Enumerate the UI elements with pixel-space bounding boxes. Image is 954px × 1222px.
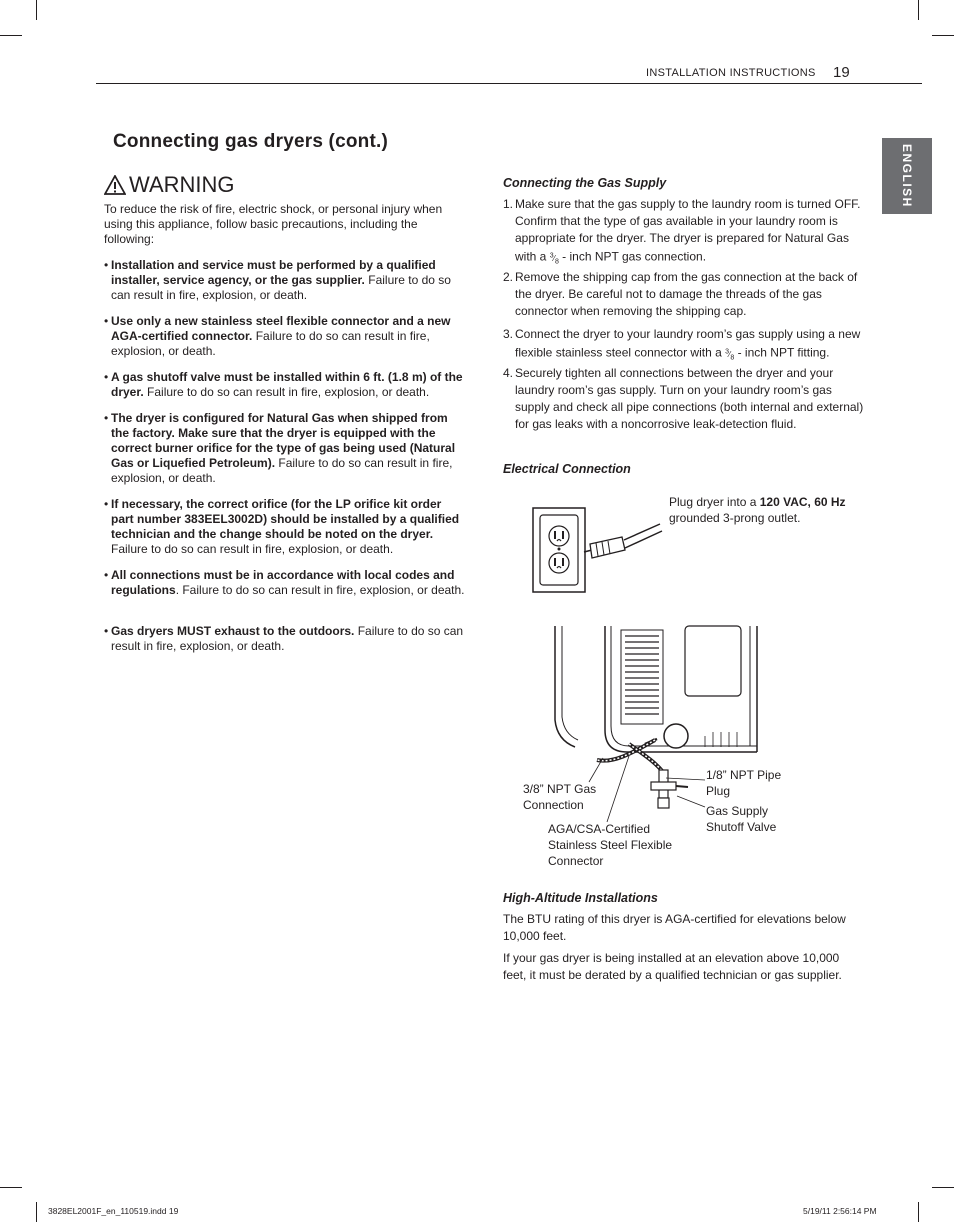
step-text: Securely tighten all connections between the dryer and your laundry room’s gas supply. Turn on your laundry room’s gas supply and check all pipe connections (both internal and external) for gas leaks with a noncorrosive leak-detection fluid.	[515, 366, 864, 431]
fraction-denominator: 8	[554, 258, 559, 266]
caption-text: Plug dryer into a	[669, 495, 760, 509]
warning-item-rest: Failure to do so can result in fire, explosion, or death.	[111, 329, 430, 358]
electrical-caption	[669, 494, 849, 526]
step-text: Connect the dryer to your laundry room’s gas supply using a new flexible stainless steel connector with a	[515, 327, 861, 360]
fraction-denominator: 8	[730, 354, 735, 362]
high-altitude-para1: The BTU rating of this dryer is AGA-certified for elevations below 10,000 feet.	[503, 912, 846, 943]
warning-heading	[104, 172, 235, 198]
crop-mark	[918, 0, 919, 20]
caption-text: grounded 3-prong outlet.	[669, 511, 801, 525]
electrical-heading: Electrical Connection	[503, 462, 631, 476]
warning-item-bold: Use only a new stainless steel flexible connector and a new AGA-certified connector.	[111, 314, 451, 343]
gas-supply-step	[503, 326, 865, 366]
language-tab-label: ENGLISH	[900, 144, 914, 208]
high-altitude-heading: High-Altitude Installations	[503, 891, 658, 905]
fraction-numerator: 3	[725, 348, 730, 355]
label-flex-connector: AGA/CSA-Certified Stainless Steel Flexible Connector	[548, 822, 673, 868]
step-number: 3.	[503, 327, 514, 341]
outlet-plug-illustration	[530, 500, 665, 595]
crop-mark	[932, 35, 954, 36]
footer-timestamp: 5/19/11 2:56:14 PM	[803, 1206, 877, 1216]
caption-bold: 120 VAC, 60 Hz	[759, 495, 846, 509]
warning-item: • Installation and service must be performed by a qualified installer, service agency, or the gas supplier. Failure to do so can result in fire, explosion, or death.	[104, 258, 451, 302]
warning-item-bold: The dryer is configured for Natural Gas when shipped from the factory. Make sure that the dryer is equipped with the correct burner orifice for the type of gas being used (Natural Gas or Liquefied Petroleum).	[111, 411, 456, 470]
warning-item: • If necessary, the correct orifice (for the LP orifice kit order part number 383EEL3002D) should be installed by a qualified technician and the change should be noted on the dryer. Failure to do so can result in fire, explosion, or death.	[104, 497, 460, 556]
fraction: $^3⁄_8$	[549, 252, 559, 266]
warning-item-bold: If necessary, the correct orifice (for the LP orifice kit order part number 383EEL3002D) should be installed by a qualified technician and the change should be noted on the dryer.	[111, 497, 460, 541]
gas-supply-step	[503, 196, 865, 270]
crop-mark	[0, 1187, 22, 1188]
gas-supply-heading: Connecting the Gas Supply	[503, 176, 667, 190]
step-text: Remove the shipping cap from the gas connection at the back of the dryer. Be careful not to damage the threads of the gas connector when removing the shipping cap.	[515, 270, 858, 318]
label-npt-gas-connection: 3/8” NPT Gas Connection	[523, 782, 597, 812]
warning-item: • Use only a new stainless steel flexible connector and a new AGA-certified connector. Failure to do so can result in fire, explosion, or death.	[104, 314, 451, 358]
section-title: Connecting gas dryers (cont.)	[113, 131, 389, 152]
warning-item-bold: A gas shutoff valve must be installed within 6 ft. (1.8 m) of the dryer.	[111, 370, 463, 399]
warning-item-rest: Failure to do so can result in fire, explosion, or death.	[111, 542, 394, 556]
running-title: INSTALLATION INSTRUCTIONS	[646, 67, 816, 79]
warning-triangle-icon	[104, 175, 126, 195]
step-text: - inch NPT gas connection.	[558, 249, 707, 264]
warning-item-rest: Failure to do so can result in fire, explosion, or death.	[111, 456, 453, 485]
warning-item-bold: Gas dryers MUST exhaust to the outdoors.	[111, 624, 355, 638]
step-number: 2.	[503, 270, 514, 284]
header-rule	[96, 83, 922, 84]
crop-mark	[0, 35, 22, 36]
language-tab	[882, 138, 932, 214]
step-number: 4.	[503, 366, 514, 380]
high-altitude-para2: If your gas dryer is being installed at an elevation above 10,000 feet, it must be derated by a qualified technician or gas supplier.	[503, 951, 842, 982]
crop-mark	[932, 1187, 954, 1188]
step-text: Make sure that the gas supply to the laundry room is turned OFF. Confirm that the type of gas available in your laundry room is appropriate for the dryer. The dryer is prepared for Natural Gas with a	[515, 197, 861, 264]
warning-item-rest: Failure to do so can result in fire, explosion, or death.	[143, 385, 430, 399]
warning-item: • A gas shutoff valve must be installed within 6 ft. (1.8 m) of the dryer. Failure to do so can result in fire, explosion, or death.	[104, 370, 463, 399]
crop-mark	[36, 1202, 37, 1222]
warning-heading-text: WARNING	[129, 172, 235, 197]
warning-item-bold: Installation and service must be performed by a qualified installer, service agency, or the gas supplier.	[111, 258, 436, 287]
warning-item: • Gas dryers MUST exhaust to the outdoors. Failure to do so can result in fire, explosion, or death.	[104, 624, 464, 653]
warning-item-rest: Failure to do so can result in fire, explosion, or death.	[111, 624, 464, 653]
gas-supply-step	[503, 365, 865, 433]
warning-item-rest: . Failure to do so can result in fire, explosion, or death.	[175, 583, 465, 597]
step-number: 1.	[503, 197, 514, 211]
warning-intro: To reduce the risk of fire, electric shock, or personal injury when using this appliance, follow basic precautions, including the following:	[104, 202, 443, 246]
label-pipe-plug: 1/8” NPT Pipe Plug	[706, 768, 782, 798]
crop-mark	[918, 1202, 919, 1222]
warning-item-rest: Failure to do so can result in fire, explosion, or death.	[111, 273, 451, 302]
fraction: $^3⁄_8$	[725, 348, 735, 362]
fraction-numerator: 3	[549, 252, 554, 259]
crop-mark	[36, 0, 37, 20]
gas-supply-step	[503, 269, 865, 320]
step-text: - inch NPT fitting.	[734, 345, 830, 360]
page-number: 19	[833, 64, 850, 81]
label-shutoff-valve: Gas Supply Shutoff Valve	[706, 804, 777, 834]
footer-file: 3828EL2001F_en_110519.indd 19	[48, 1206, 179, 1216]
warning-item: • The dryer is configured for Natural Gas when shipped from the factory. Make sure that the dryer is equipped with the correct burner orifice for the type of gas being used (Natural Gas or Liquefied Petroleum). Failure to do so can result in fire, explosion, or death.	[104, 411, 456, 485]
warning-item-bold: All connections must be in accordance with local codes and regulations	[111, 568, 455, 597]
warning-item: • All connections must be in accordance with local codes and regulations. Failure to do so can result in fire, explosion, or death.	[104, 568, 465, 597]
